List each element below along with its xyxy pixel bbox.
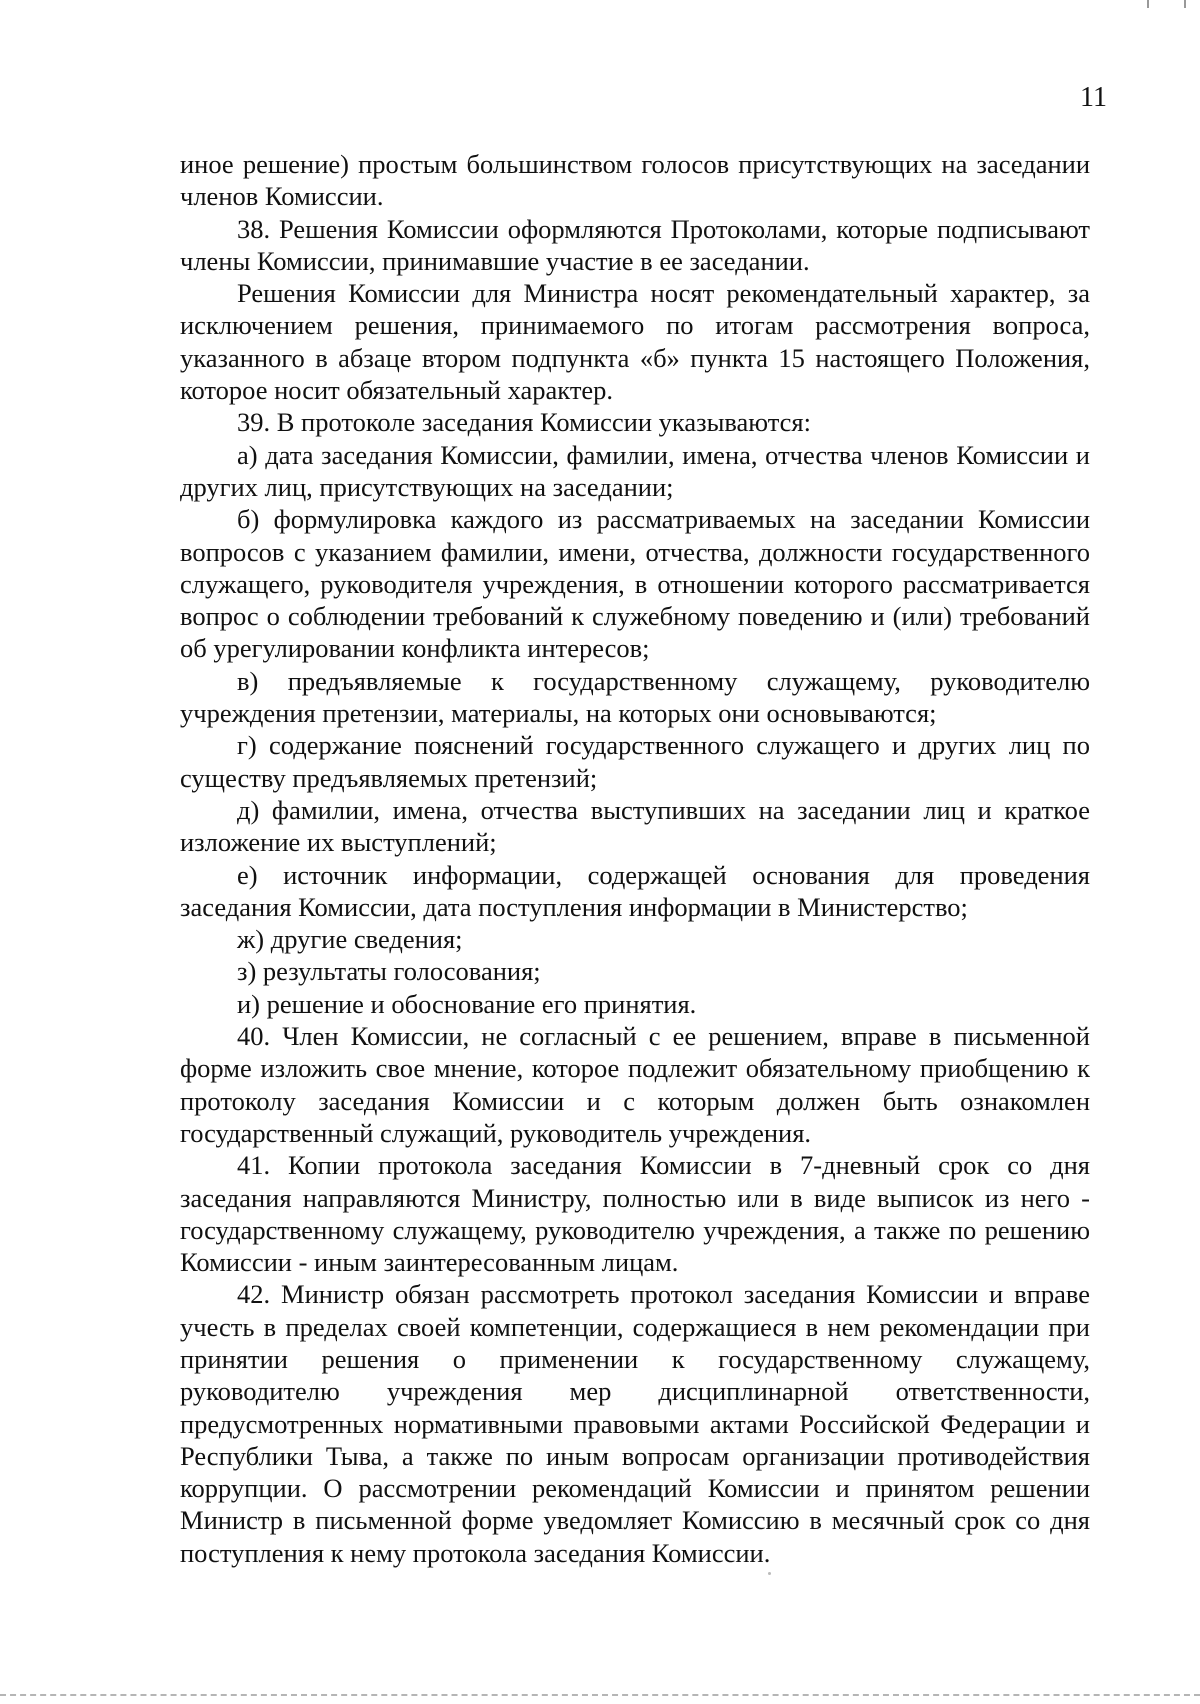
scan-edge-line bbox=[0, 1694, 1200, 1696]
list-item-b: б) формулировка каждого из рассматриваемых на заседании Комиссии вопросов с указанием фамилии, имени, отчества, должности государственного служащего, руководителя учреждения, в отношении которого рассматривается вопрос о соблюдении требований к служебному поведению и (или) требований об урегулировании конфликта интересов; bbox=[180, 504, 1090, 664]
list-item-z: з) результаты голосования; bbox=[237, 956, 541, 987]
list-item-e: е) источник информации, содержащей основания для проведения заседания Комиссии, дата поступления информации в Министерство; bbox=[180, 859, 1090, 922]
list-item-a: а) дата заседания Комиссии, фамилии, имена, отчества членов Комиссии и других лиц, присутствующих на заседании; bbox=[180, 439, 1090, 502]
paragraph-38: 38. Решения Комиссии оформляются Протоколами, которые подписывают члены Комиссии, принимавшие участие в ее заседании. bbox=[180, 213, 1090, 276]
list-item-d: д) фамилии, имена, отчества выступивших на заседании лиц и краткое изложение их выступлений; bbox=[180, 794, 1090, 858]
document-body bbox=[180, 148, 1090, 1569]
scan-mark bbox=[1184, 0, 1186, 8]
scan-speck bbox=[768, 1572, 771, 1575]
page-number: 11 bbox=[1080, 82, 1107, 113]
list-item-i: и) решение и обоснование его принятия. bbox=[237, 988, 697, 1019]
paragraph-continuation: иное решение) простым большинством голосов присутствующих на заседании членов Комиссии. bbox=[180, 149, 1090, 212]
paragraph-40: 40. Член Комиссии, не согласный с ее решением, вправе в письменной форме изложить свое мнение, которое подлежит обязательному приобщению к протоколу заседания Комиссии и с которым должен быть ознакомлен государственный служащий, руководитель учреждения. bbox=[180, 1021, 1090, 1148]
list-item-zh: ж) другие сведения; bbox=[237, 924, 463, 955]
list-item-v: в) предъявляемые к государственному служащему, руководителю учреждения претензии, материалы, на которых они основываются; bbox=[180, 665, 1090, 729]
paragraph-39: 39. В протоколе заседания Комиссии указываются: bbox=[237, 407, 811, 438]
paragraph-38-recommendations: Решения Комиссии для Министра носят рекомендательный характер, за исключением решения, принимаемого по итогам рассмотрения вопроса, указанного в абзаце втором подпункта «б» пункта 15 настоящего Положения, которое носит обязательный характер. bbox=[180, 278, 1090, 406]
paragraph-42: 42. Министр обязан рассмотреть протокол заседания Комиссии и вправе учесть в пределах своей компетенции, содержащиеся в нем рекомендации при принятии решения о применении к государственному служащему, руководителю учреждения мер дисциплинарной ответственности, предусмотренных нормативными правовыми актами Российской Федерации и Республики Тыва, а также по иным вопросам организации противодействия коррупции. О рассмотрении рекомендаций Комиссии и принятом решении Министр в письменной форме уведомляет Комиссию в месячный срок со дня поступления к нему протокола заседания Комиссии. bbox=[180, 1279, 1090, 1568]
scan-mark bbox=[1147, 0, 1149, 8]
paragraph-41: 41. Копии протокола заседания Комиссии в 7-дневный срок со дня заседания направляются Министру, полностью или в виде выписок из него - государственному служащему, руководителю учреждения, а также по решению Комиссии - иным заинтересованным лицам. bbox=[180, 1150, 1090, 1278]
list-item-g: г) содержание пояснений государственного служащего и других лиц по существу предъявляемых претензий; bbox=[180, 730, 1090, 793]
